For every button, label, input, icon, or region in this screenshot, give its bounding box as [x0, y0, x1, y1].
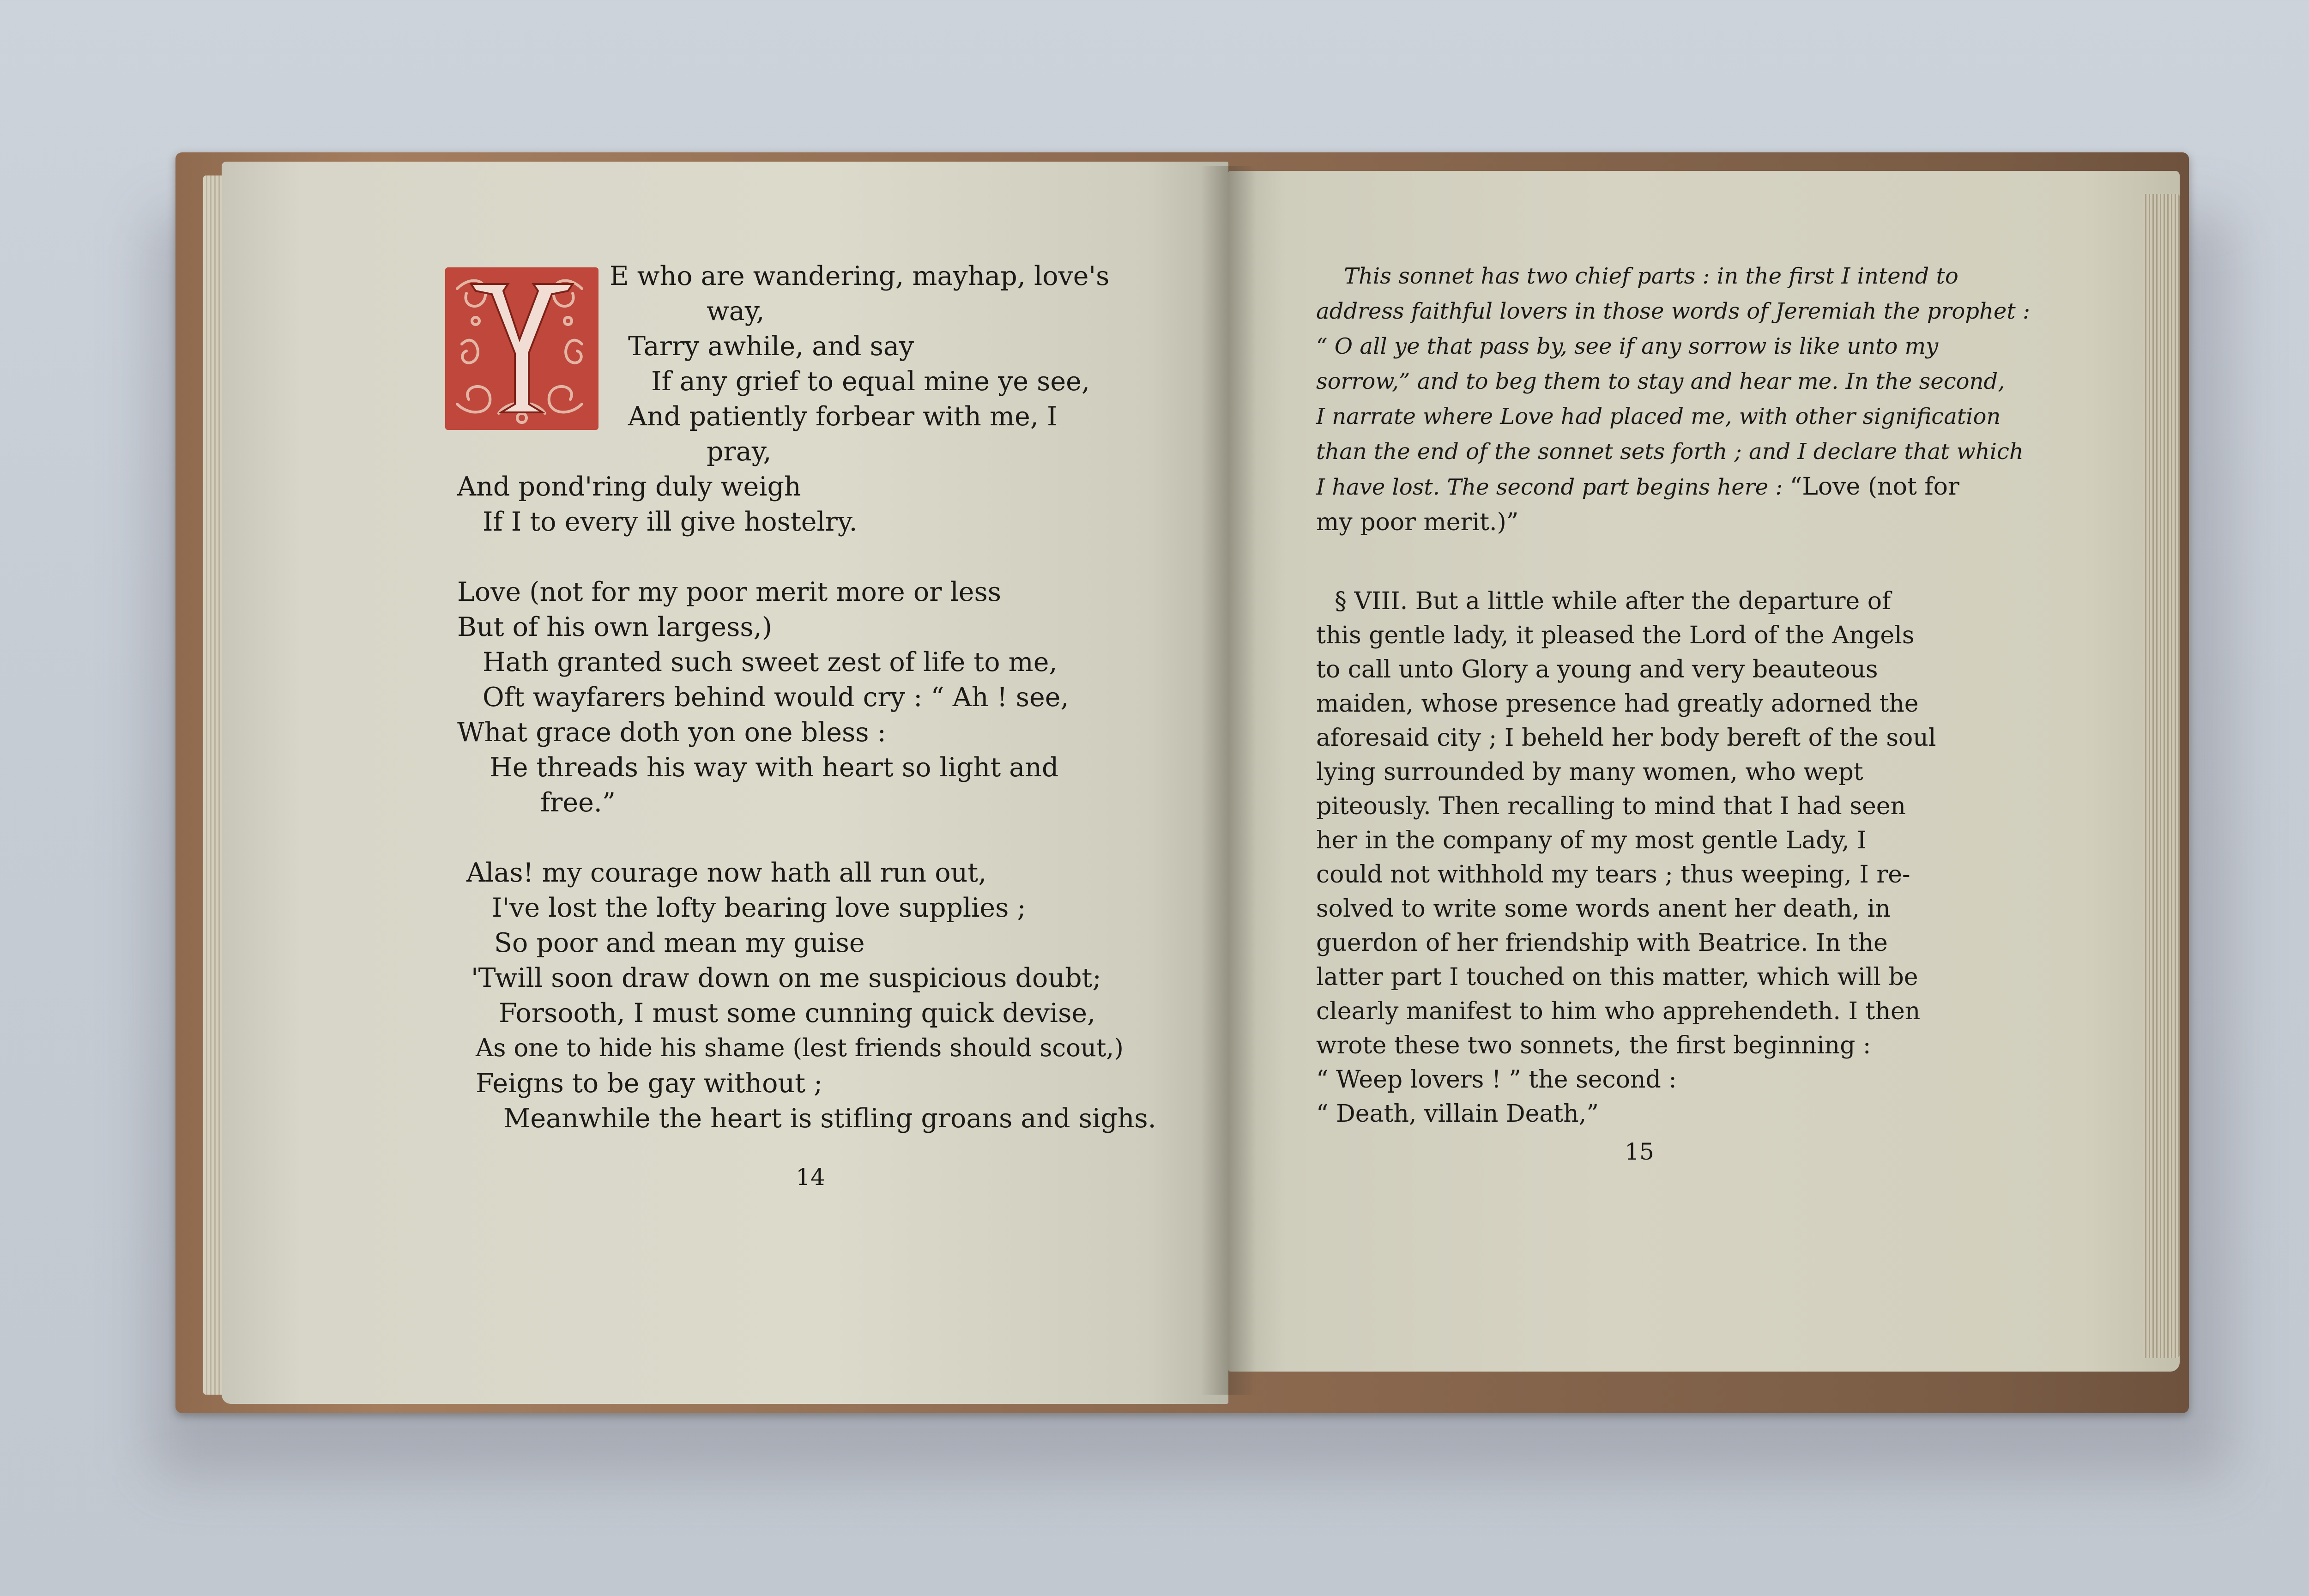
poem-line: As one to hide his shame (lest friends should scout,) — [476, 1034, 1124, 1062]
body-line: “ Death, villain Death,” — [1316, 1100, 1599, 1128]
body-line: “ Weep lovers ! ” the second : — [1316, 1066, 1677, 1094]
poem-line: Meanwhile the heart is stifling groans and sighs. — [503, 1103, 1156, 1134]
poem-line: And patiently forbear with me, I — [628, 401, 1058, 432]
poem-line: free.” — [540, 787, 616, 818]
body-line: clearly manifest to him who apprehendeth. I then — [1316, 998, 1921, 1025]
commentary-line: my poor merit.)” — [1316, 508, 1519, 536]
poem-line: If I to every ill give hostelry. — [483, 507, 858, 537]
body-line: solved to write some words anent her death, in — [1316, 895, 1891, 923]
stanza-gap — [457, 820, 1150, 855]
poem-line: I've lost the lofty bearing love supplies ; — [492, 893, 1026, 923]
poem-line: Alas! my courage now hath all run out, — [466, 858, 987, 888]
left-page-poem — [457, 259, 1156, 1136]
commentary-line: than the end of the sonnet sets forth ; and I declare that which — [1316, 439, 2024, 465]
poem-line: way, — [707, 296, 765, 326]
poem-stanza-1 — [457, 259, 1150, 539]
poem-line: Hath granted such sweet zest of life to me, — [483, 647, 1058, 677]
commentary-line: address faithful lovers in those words of Jeremiah the prophet : — [1316, 298, 2031, 324]
book-gutter — [1201, 166, 1256, 1395]
poem-line: 'Twill soon draw down on me suspicious doubt; — [471, 963, 1101, 993]
poem-stanza-2 — [457, 574, 1150, 820]
poem-line: If any grief to equal mine ye see, — [651, 366, 1090, 397]
poem-line: So poor and mean my guise — [494, 928, 865, 958]
poem-line: Love (not for my poor merit more or less — [457, 577, 1002, 607]
commentary-line: This sonnet has two chief parts : in the first I intend to — [1344, 263, 1958, 289]
page-number-left: 14 — [796, 1164, 825, 1191]
commentary-line: sorrow,” and to beg them to stay and hear me. In the second, — [1316, 369, 2005, 394]
poem-line: Oft wayfarers behind would cry : “ Ah ! see, — [483, 682, 1069, 713]
body-line: latter part I touched on this matter, which will be — [1316, 963, 1918, 991]
body-line: to call unto Glory a young and very beauteous — [1316, 656, 1878, 683]
poem-line: E who are wandering, mayhap, love's — [610, 261, 1110, 291]
body-line: could not withhold my tears ; thus weeping, I re- — [1316, 861, 1910, 889]
dropcap-letter: Y — [397, 216, 400, 221]
stanza-gap — [457, 539, 1150, 574]
body-line: aforesaid city ; I beheld her body bereft of the soul — [1316, 724, 1936, 752]
poem-line: Tarry awhile, and say — [628, 331, 914, 362]
right-page-prose — [1316, 259, 2031, 1131]
page-number-right: 15 — [1625, 1138, 1654, 1165]
body-line: lying surrounded by many women, who wept — [1316, 758, 1863, 786]
right-page-edges — [2143, 194, 2180, 1358]
body-line: guerdon of her friendship with Beatrice. In the — [1316, 929, 1888, 957]
poem-line: What grace doth yon one bless : — [457, 717, 886, 748]
body-line: maiden, whose presence had greatly adorned the — [1316, 690, 1919, 718]
commentary-text: I have lost. The second part begins here : — [1316, 474, 1783, 500]
poem-line: Feigns to be gay without ; — [476, 1068, 823, 1099]
commentary-line: “ O all ye that pass by, see if any sorrow is like unto my — [1316, 333, 1939, 359]
body-line: this gentle lady, it pleased the Lord of the Angels — [1316, 622, 1915, 649]
body-line: her in the company of my most gentle Lady, I — [1316, 827, 1867, 854]
body-line: wrote these two sonnets, the first beginning : — [1316, 1032, 1871, 1059]
italic-commentary — [1316, 259, 2031, 540]
poem-line: pray, — [707, 436, 772, 467]
poem-line: He threads his way with heart so light and — [490, 752, 1059, 783]
commentary-line: I narrate where Love had placed me, with other signification — [1316, 404, 2001, 429]
section-viii — [1316, 584, 1963, 1131]
quoted-incipit: “Love (not for — [1789, 473, 1959, 501]
poem-line: And pond'ring duly weigh — [457, 472, 801, 502]
commentary-line — [1316, 469, 1963, 505]
poem-stanza-3 — [457, 855, 1156, 1136]
body-line: piteously. Then recalling to mind that I had seen — [1316, 792, 1906, 820]
poem-line: But of his own largess,) — [457, 612, 772, 642]
body-line: § VIII. But a little while after the departure of — [1335, 587, 1891, 615]
poem-line: Forsooth, I must some cunning quick devise, — [499, 998, 1096, 1028]
